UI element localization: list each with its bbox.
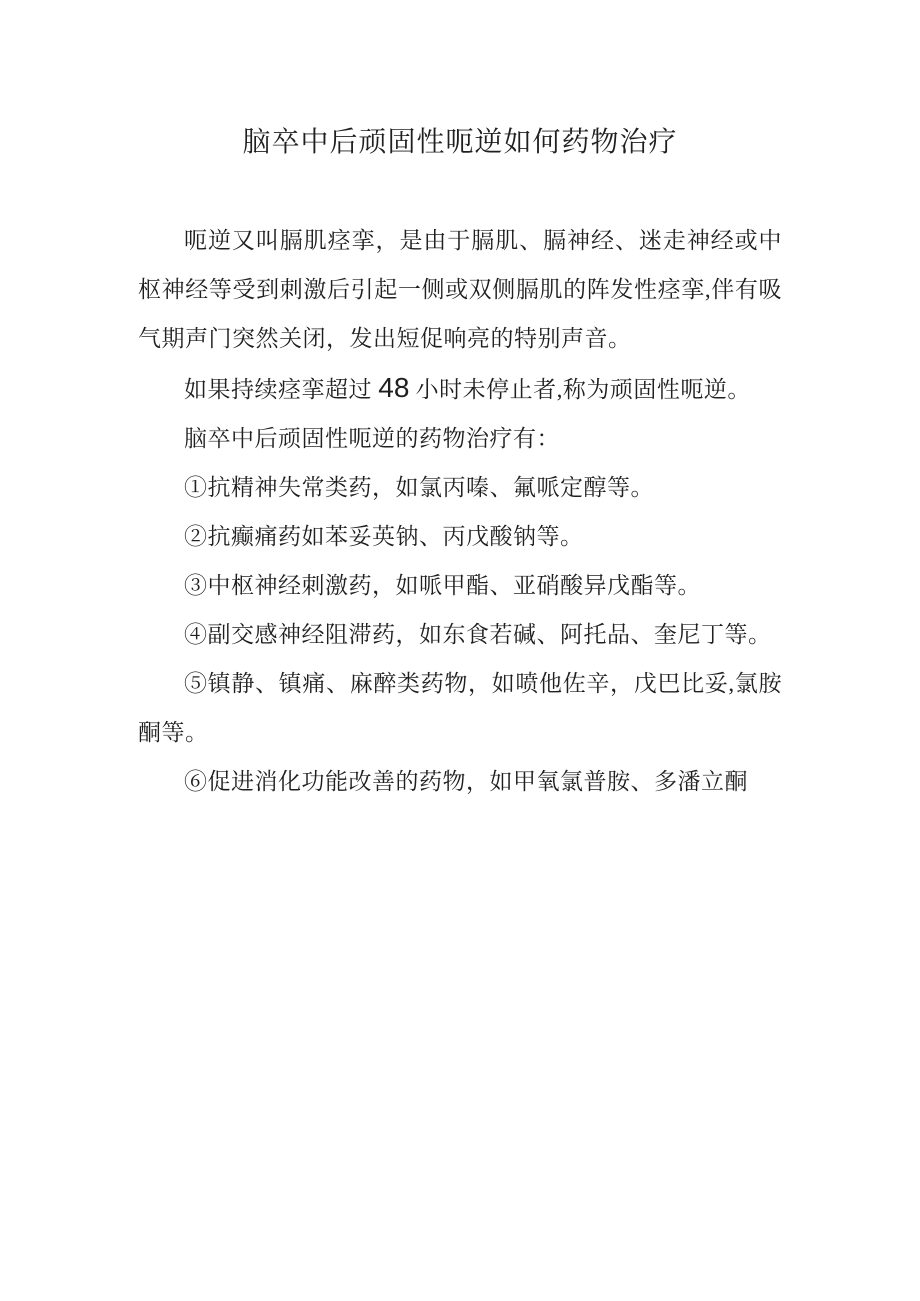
- paragraph-duration-suffix: 小时未停止者,称为顽固性呃逆。: [409, 377, 751, 402]
- paragraph-lead-in: 脑卒中后顽固性呃逆的药物治疗有：: [184, 426, 560, 451]
- document-body: [138, 216, 782, 806]
- list-item-3: ③中枢神经刺激药，如哌甲酯、亚硝酸异戊酯等。: [184, 573, 701, 598]
- paragraph-intro: 呃逆又叫膈肌痉挛，是由于膈肌、膈神经、迷走神经或中枢神经等受到刺激后引起一侧或双侧膈肌的阵发性痉挛,伴有吸气期声门突然关闭，发出短促响亮的特别声音。: [138, 228, 782, 351]
- document-title: 脑卒中后顽固性呃逆如何药物治疗: [242, 127, 678, 158]
- paragraph-duration: [138, 363, 782, 414]
- list-item-4: ④副交感神经阻滞药，如东食若碱、阿托品、奎尼丁等。: [184, 622, 772, 647]
- list-item-5: ⑤镇静、镇痛、麻醉类药物，如喷他佐辛，戊巴比妥,氯胺酮等。: [138, 671, 782, 745]
- hours-number: 48: [378, 372, 410, 403]
- paragraph-duration-prefix: 如果持续痉挛超过: [184, 377, 379, 402]
- list-item-6: ⑥促进消化功能改善的药物，如甲氧氯普胺、多潘立酮: [184, 769, 748, 794]
- list-item-1: ①抗精神失常类药，如氯丙嗪、氟哌定醇等。: [184, 475, 654, 500]
- list-item-2: ②抗癫痛药如苯妥英钠、丙戊酸钠等。: [184, 524, 584, 549]
- document-content: [0, 118, 920, 806]
